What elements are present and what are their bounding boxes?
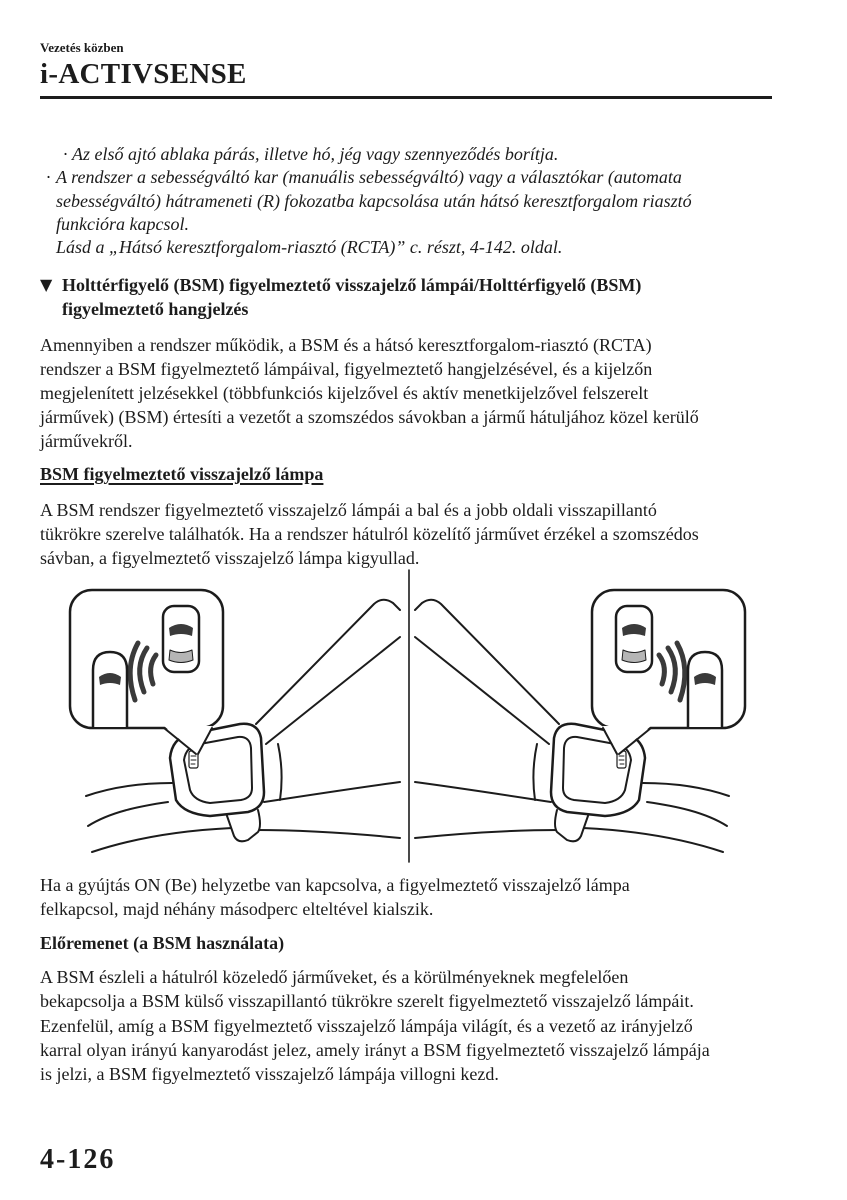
- bullet-item: [63, 143, 559, 166]
- paragraph-line: Ha a gyújtás ON (Be) helyzetbe van kapcsolva, a figyelmeztető visszajelző lámpa: [40, 875, 630, 895]
- car-body-line: [583, 828, 723, 852]
- approaching-vehicle-icon: [688, 652, 722, 727]
- car-body-line: [86, 783, 172, 796]
- paragraph-line: is jelzi, a BSM figyelmeztető visszajelző lámpája villogni kezd.: [40, 1064, 499, 1084]
- car-body-line: [88, 802, 168, 826]
- bullet-item: [46, 166, 692, 259]
- right-mirror-figure: [415, 590, 745, 852]
- bullet-line: A rendszer a sebességváltó kar (manuális sebességváltó) vagy a választókar (automata: [56, 167, 682, 188]
- section-heading-line: Holttérfigyelő (BSM) figyelmeztető visszajelző lámpái/Holttérfigyelő (BSM): [62, 275, 642, 295]
- paragraph-line: sávban, a figyelmeztető visszajelző lámpa kigyullad.: [40, 548, 420, 568]
- section-heading: [62, 273, 641, 321]
- window-frame: [256, 600, 400, 724]
- bullet-line: funkcióra kapcsol.: [56, 213, 189, 234]
- paragraph-line: Ezenfelül, amíg a BSM figyelmeztető visszajelző lámpája világít, és a vezető az irányjelző: [40, 1015, 693, 1036]
- paragraph-line: karral olyan irányú kanyarodást jelez, amely irányt a BSM figyelmeztető visszajelző lámpája: [40, 1039, 710, 1060]
- section-marker-icon: ▼: [40, 275, 53, 294]
- running-header: Vezetés közben: [40, 40, 124, 55]
- bsm-mirror-illustration: [0, 560, 847, 870]
- bullet-line: Az első ajtó ablaka párás, illetve hó, jég vagy szennyeződés borítja.: [72, 144, 559, 164]
- car-body-line: [415, 830, 559, 838]
- car-body-line: [264, 782, 400, 802]
- car-body-line: [647, 802, 727, 826]
- window-frame: [415, 600, 559, 724]
- door-edge: [533, 744, 537, 800]
- paragraph-line: járművekről.: [40, 431, 133, 451]
- forward-driving-paragraph: [40, 965, 710, 1086]
- paragraph-line: megjelenített jelzésekkel (többfunkciós kijelzővel és aktív menetkijelzővel felszerelt: [40, 383, 649, 403]
- paragraph-line: A BSM rendszer figyelmeztető visszajelző lámpái a bal és a jobb oldali visszapillantó: [40, 500, 657, 520]
- window-frame: [266, 637, 400, 744]
- bullet-marker: ·: [63, 144, 68, 164]
- window-frame: [415, 637, 549, 744]
- indicator-lamp-heading: BSM figyelmeztető visszajelző lámpa: [40, 464, 324, 484]
- paragraph-line: Amennyiben a rendszer működik, a BSM és a hátsó keresztforgalom-riasztó (RCTA): [40, 335, 652, 355]
- paragraph-line: bekapcsolja a BSM külső visszapillantó tükrökre szerelt figyelmeztető visszajelző lámpáit.: [40, 991, 694, 1012]
- page-title: i-ACTIVSENSE: [40, 58, 247, 90]
- own-vehicle-icon: [616, 606, 652, 672]
- bullet-marker: ·: [46, 167, 51, 188]
- title-divider: [40, 96, 772, 99]
- own-vehicle-icon: [163, 606, 199, 672]
- paragraph-line: felkapcsol, majd néhány másodperc elteltével kialszik.: [40, 899, 434, 919]
- approaching-vehicle-icon: [93, 652, 127, 727]
- car-body-line: [256, 830, 400, 838]
- page-number: 4-126: [40, 1144, 116, 1175]
- car-body-line: [92, 828, 232, 852]
- car-body-line: [415, 782, 551, 802]
- bullet-line: Lásd a „Hátsó keresztforgalom-riasztó (RCTA)” c. részt, 4-142. oldal.: [56, 237, 563, 258]
- paragraph-line: járművek) (BSM) értesíti a vezetőt a szomszédos sávokban a jármű hátuljához közel kerülő: [40, 407, 699, 427]
- section-heading-line: figyelmeztető hangjelzés: [62, 299, 249, 319]
- paragraph-line: A BSM észleli a hátulról közeledő járműveket, és a körülményeknek megfelelően: [40, 967, 629, 987]
- paragraph-line: rendszer a BSM figyelmeztető lámpáival, figyelmeztető hangjelzésével, és a kijelzőn: [40, 359, 653, 379]
- paragraph-line: tükrökre szerelve találhatók. Ha a rendszer hátulról közelítő járművet érzékel a szomszédos: [40, 524, 699, 544]
- ignition-paragraph: [40, 873, 630, 921]
- car-body-line: [643, 783, 729, 796]
- bullet-line: sebességváltó) hátrameneti (R) fokozatba kapcsolása után hátsó keresztforgalom riasztó: [56, 190, 692, 211]
- left-mirror-figure: [70, 590, 400, 852]
- intro-paragraph: [40, 333, 699, 453]
- forward-driving-heading: Előremenet (a BSM használata): [40, 933, 285, 953]
- door-edge: [278, 744, 282, 800]
